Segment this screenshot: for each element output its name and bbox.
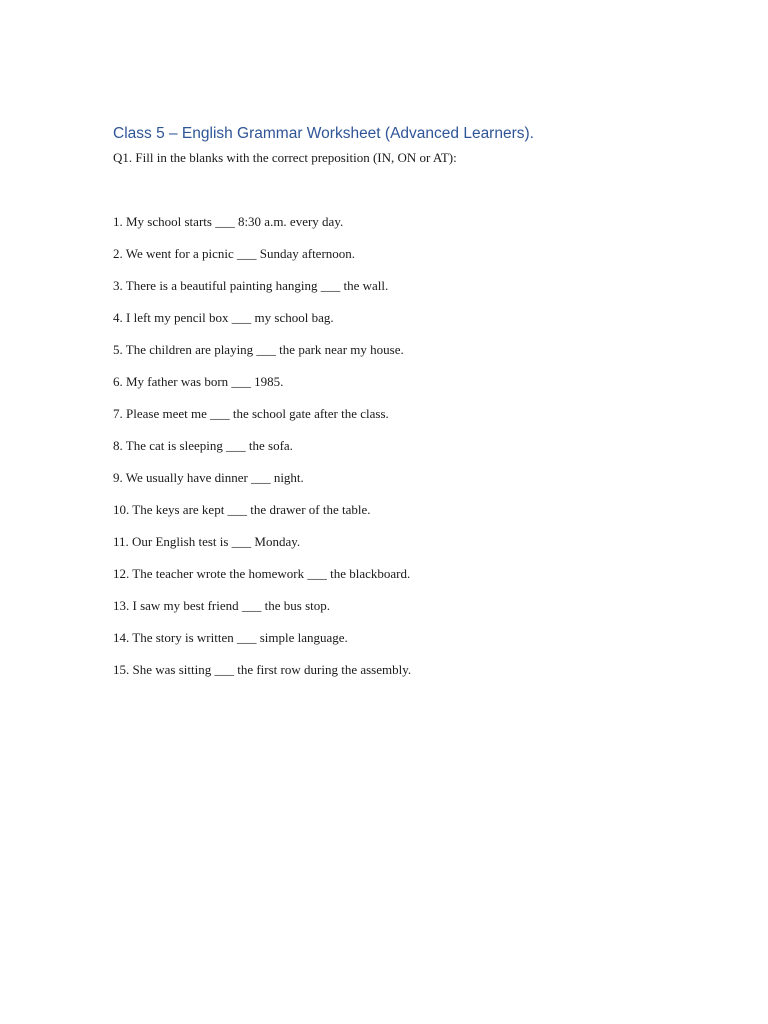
question-item: 14. The story is written ___ simple language. <box>113 630 348 645</box>
question-item: 8. The cat is sleeping ___ the sofa. <box>113 438 293 453</box>
question-item: 3. There is a beautiful painting hanging ___ the wall. <box>113 278 389 293</box>
question-item: 2. We went for a picnic ___ Sunday afternoon. <box>113 246 356 261</box>
question-item: 10. The keys are kept ___ the drawer of the table. <box>113 502 371 517</box>
worksheet-title: Class 5 – English Grammar Worksheet (Advanced Learners). <box>113 125 534 142</box>
question-item: 13. I saw my best friend ___ the bus stop. <box>113 598 331 613</box>
question-item: 7. Please meet me ___ the school gate after the class. <box>113 406 389 421</box>
question-item: 9. We usually have dinner ___ night. <box>113 470 304 485</box>
question-item: 5. The children are playing ___ the park near my house. <box>113 342 404 357</box>
question-list <box>113 213 411 693</box>
question-item: 11. Our English test is ___ Monday. <box>113 534 301 549</box>
question-item: 12. The teacher wrote the homework ___ the blackboard. <box>113 566 411 581</box>
question-item: 1. My school starts ___ 8:30 a.m. every day. <box>113 214 344 229</box>
question-instruction: Q1. Fill in the blanks with the correct preposition (IN, ON or AT): <box>113 150 457 165</box>
question-item: 6. My father was born ___ 1985. <box>113 374 284 389</box>
question-item: 15. She was sitting ___ the first row during the assembly. <box>113 662 412 677</box>
question-item: 4. I left my pencil box ___ my school bag. <box>113 310 334 325</box>
